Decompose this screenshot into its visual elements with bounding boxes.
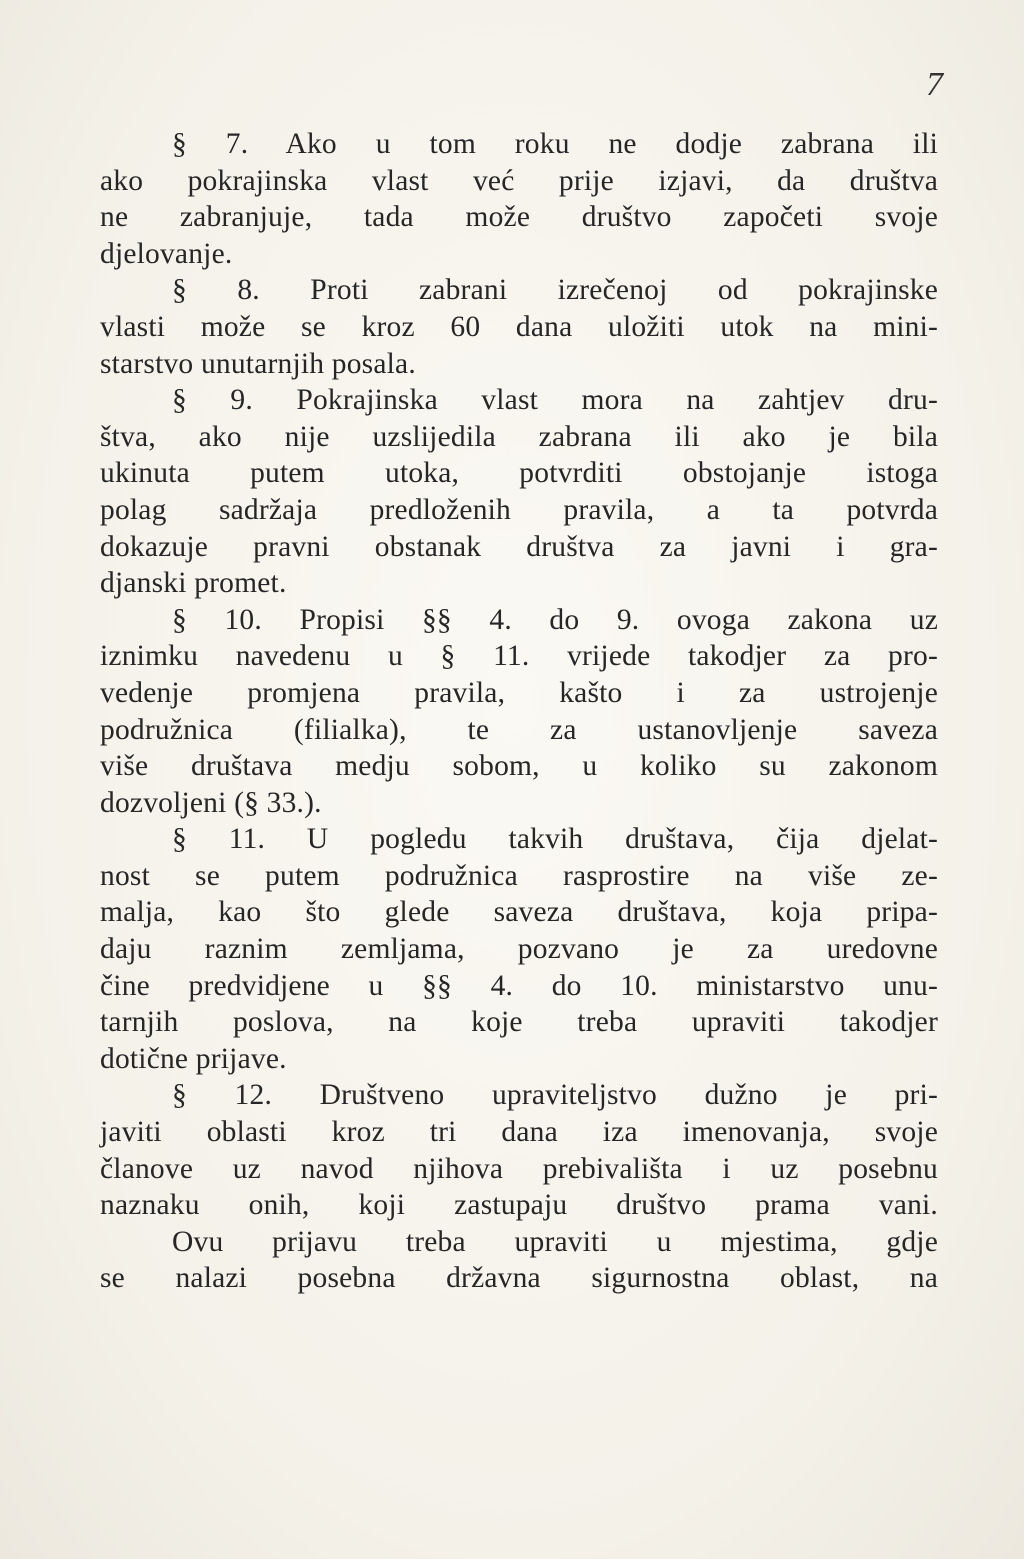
text-line: ne zabranjuje, tada može društvo započeti svoje [100,201,938,234]
text-line: ukinuta putem utoka, potvrditi obstojanje istoga [100,457,938,490]
text-line: djanski promet. [100,567,287,600]
text-line: § 12. Društveno upraviteljstvo dužno je pri- [172,1079,938,1112]
text-line: nost se putem podružnica rasprostire na više ze- [100,859,938,892]
text-line: Ovu prijavu treba upraviti u mjestima, gdje [172,1225,938,1258]
text-line: § 7. Ako u tom roku ne dodje zabrana ili [172,128,938,160]
text-line: polag sadržaja predloženih pravila, a ta potvrda [100,493,938,526]
text-line: čine predvidjene u §§ 4. do 10. ministarstvo unu- [100,969,938,1002]
text-line: § 8. Proti zabrani izrečenoj od pokrajinske [172,274,938,307]
paragraph-section-8 [100,272,938,382]
text-line: naznaku onih, koji zastupaju društvo prama vani. [100,1189,938,1222]
text-line: podružnica (filialka), te za ustanovljenje saveza [100,713,938,746]
text-line: javiti oblasti kroz tri dana iza imenovanja, svoje [100,1116,938,1149]
text-line: iznimku navedenu u § 11. vrijede takodjer za pro- [100,640,938,673]
text-line: dokazuje pravni obstanak društva za javni i gra- [100,530,938,563]
text-line: malja, kao što glede saveza društava, koja pripa- [100,896,938,929]
text-line: § 11. U pogledu takvih društava, čija djelat- [172,823,938,856]
text-line: § 10. Propisi §§ 4. do 9. ovoga zakona uz [172,603,938,636]
paragraph-section-7 [100,126,938,272]
text-line: starstvo unutarnjih posala. [100,347,416,380]
paragraph-continuation [100,1224,938,1297]
page-text [100,126,938,1297]
paragraph-section-11 [100,821,938,1077]
text-line: se nalazi posebna državna sigurnostna oblast, na [100,1262,938,1295]
text-line: vlasti može se kroz 60 dana uložiti utok na mini- [100,310,938,343]
page-number: 7 [926,66,943,103]
text-line: vedenje promjena pravila, kašto i za ustrojenje [100,676,938,709]
text-line: dozvoljeni (§ 33.). [100,786,322,819]
paragraph-section-10 [100,602,938,822]
text-line: § 9. Pokrajinska vlast mora na zahtjev dru- [172,384,938,417]
text-line: više društava medju sobom, u koliko su zakonom [100,750,938,783]
text-line: tarnjih poslova, na koje treba upraviti takodjer [100,1006,938,1039]
text-line: daju raznim zemljama, pozvano je za uredovne [100,933,938,966]
text-line: članove uz navod njihova prebivališta i uz posebnu [100,1152,938,1185]
text-line: štva, ako nije uzslijedila zabrana ili ako je bila [100,420,938,453]
text-line: ako pokrajinska vlast već prije izjavi, da društva [100,164,938,197]
paragraph-section-12 [100,1077,938,1223]
text-line: dotične prijave. [100,1042,287,1075]
text-line: djelovanje. [100,237,233,270]
paragraph-section-9 [100,382,938,602]
